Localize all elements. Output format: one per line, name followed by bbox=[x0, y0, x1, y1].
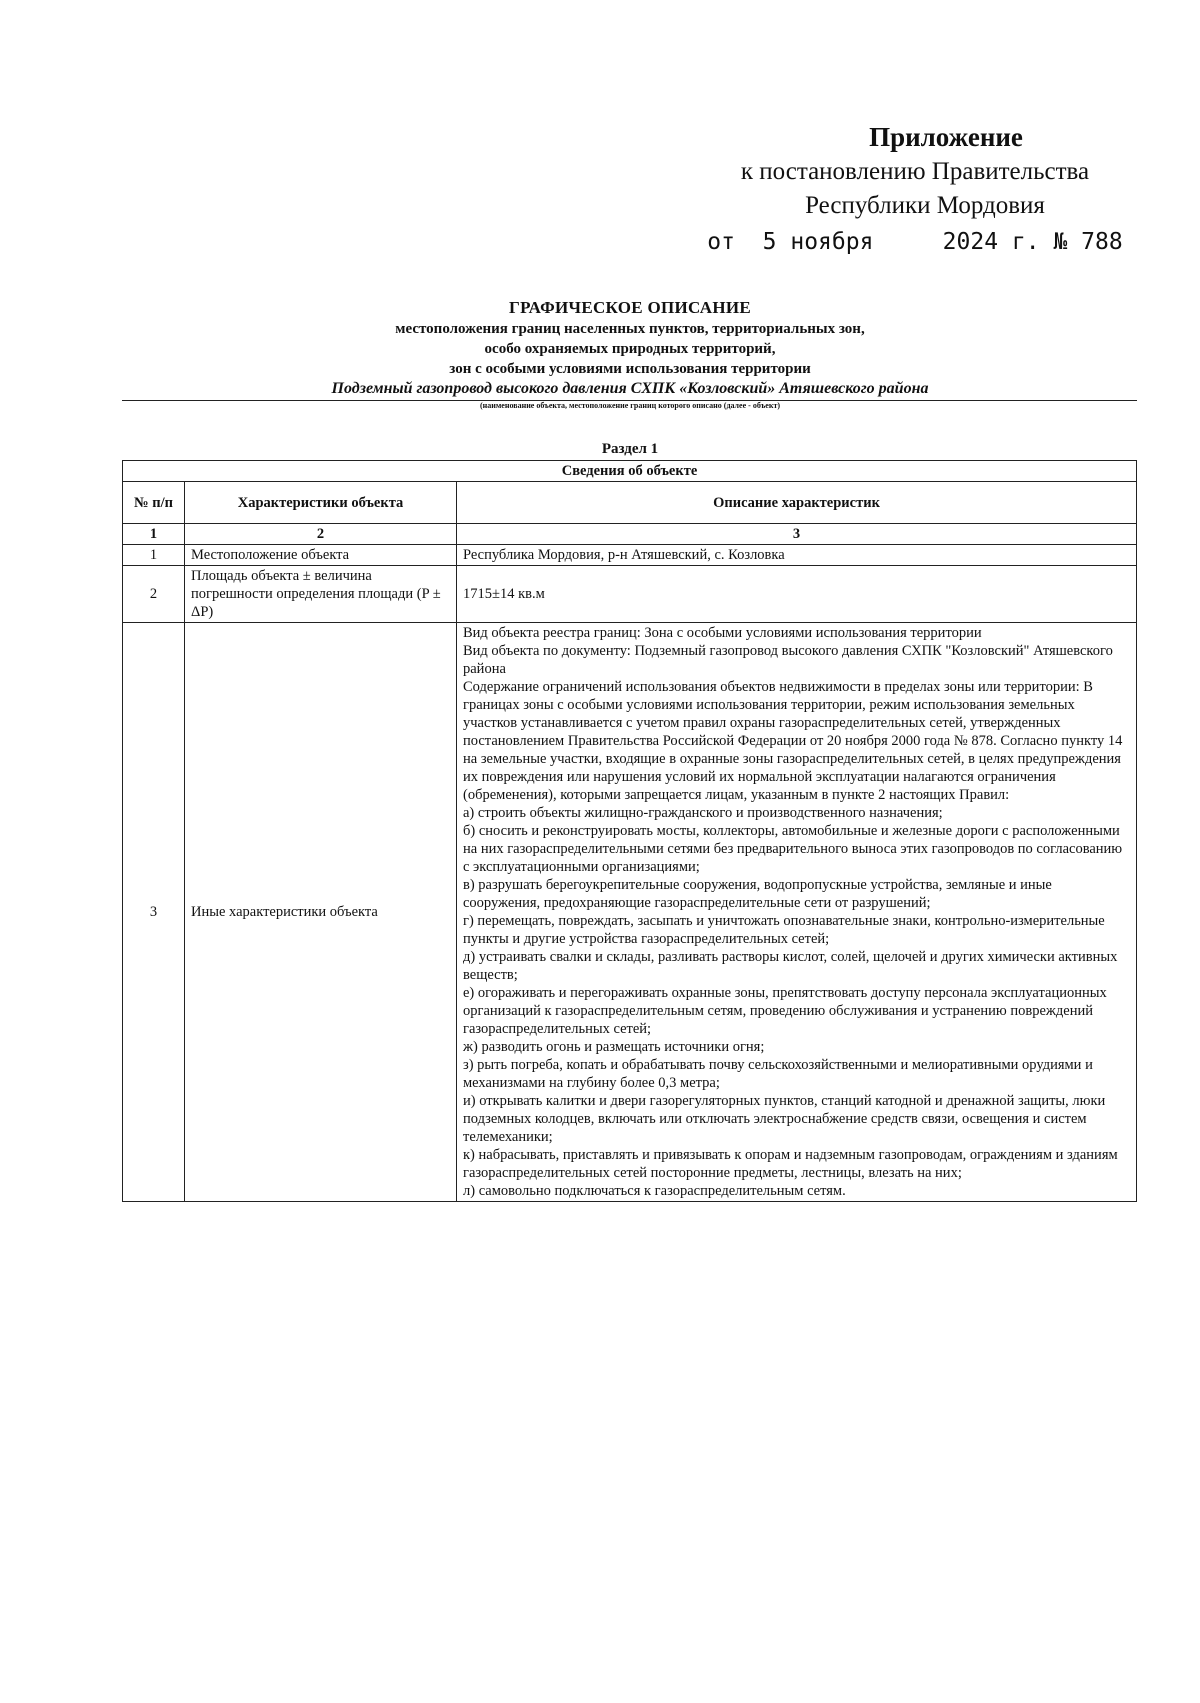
description-paragraph: Вид объекта по документу: Подземный газопровод высокого давления СХПК "Козловский" Атяшевского района bbox=[463, 643, 1113, 677]
header-number: № п/п bbox=[123, 482, 185, 524]
row-description: Республика Мордовия, р-н Атяшевский, с. Козловка bbox=[457, 545, 1137, 566]
restriction-item: д) устраивать свалки и склады, разливать растворы кислот, солей, щелочей и других химически активных веществ; bbox=[463, 949, 1118, 983]
document-title: ГРАФИЧЕСКОЕ ОПИСАНИЕ bbox=[508, 298, 752, 317]
row-characteristic: Местоположение объекта bbox=[185, 545, 457, 566]
subtitle-line-3: зон с особыми условиями использования территории bbox=[449, 361, 811, 377]
restriction-item: г) перемещать, повреждать, засыпать и уничтожать опознавательные знаки, контрольно-измерительные пункты и другие устройства газораспределительных сетей; bbox=[463, 913, 1105, 947]
row-characteristic: Иные характеристики объекта bbox=[185, 623, 457, 1202]
table-header-row bbox=[123, 482, 1137, 524]
appendix-date-line: от 5 ноября 2024 г. № 788 bbox=[707, 229, 1123, 255]
header-characteristic: Характеристики объекта bbox=[185, 482, 457, 524]
subtitle-line-1: местоположения границ населенных пунктов, территориальных зон, bbox=[395, 321, 865, 337]
restriction-item: а) строить объекты жилищно-гражданского и производственного назначения; bbox=[463, 805, 943, 821]
restriction-item: к) набрасывать, приставлять и привязывать к опорам и надземным газопроводам, ограждениям и зданиям газораспределительных сетей посторонние предметы, лестницы, влезать на них; bbox=[463, 1147, 1118, 1181]
table-row bbox=[123, 545, 1137, 566]
column-index-2: 2 bbox=[185, 524, 457, 545]
restriction-item: л) самовольно подключаться к газораспределительным сетям. bbox=[463, 1183, 846, 1199]
appendix-block bbox=[700, 122, 1130, 259]
row-characteristic: Площадь объекта ± величина погрешности определения площади (P ± ΔP) bbox=[185, 566, 457, 623]
document-heading bbox=[120, 297, 1140, 399]
appendix-line-1: к постановлению Правительства bbox=[740, 158, 1090, 185]
description-paragraph: Содержание ограничений использования объектов недвижимости в пределах зоны или территории: В границах зоны с особыми условиями использования территории, режим использования земельных участков устанавливается с учетом правил охраны газораспределительных сетей, утвержденных постановлением Правительства Российской Федерации от 20 ноября 2000 года № 878. Согласно пункту 14 на земельные участки, входящие в охранные зоны газораспределительных сетей, в целях предупреждения их повреждения или нарушения условий их нормальной эксплуатации налагаются ограничения (обременения), которыми запрещается лицам, указанным в пункте 2 настоящих Правил: bbox=[463, 679, 1123, 803]
row-number: 3 bbox=[123, 623, 185, 1202]
column-index-3: 3 bbox=[457, 524, 1137, 545]
table-caption-row bbox=[123, 461, 1137, 482]
row-description: 1715±14 кв.м bbox=[457, 566, 1137, 623]
restriction-item: и) открывать калитки и двери газорегуляторных пунктов, станций катодной и дренажной защиты, люки подземных колодцев, включать или отключать электроснабжение средств связи, освещения и систем телемеханики; bbox=[463, 1093, 1106, 1145]
column-index-row bbox=[123, 524, 1137, 545]
restriction-item: е) огораживать и перегораживать охранные зоны, препятствовать доступу персонала эксплуатационных организаций к газораспределительным сетям, проведению обслуживания и устранению повреждений газораспределительных сетей; bbox=[463, 985, 1107, 1037]
restriction-item: б) сносить и реконструировать мосты, коллекторы, автомобильные и железные дороги с расположенными на них газораспределительными сетями без предварительного выноса этих газопроводов по согласованию с эксплуатационными организациями; bbox=[463, 823, 1123, 875]
table-row bbox=[123, 566, 1137, 623]
appendix-title: Приложение bbox=[869, 122, 1023, 152]
column-index-1: 1 bbox=[123, 524, 185, 545]
section-title: Раздел 1 bbox=[601, 441, 659, 457]
restriction-item: з) рыть погреба, копать и обрабатывать почву сельскохозяйственными и мелиоративными орудиями и механизмами на глубину более 0,3 метра; bbox=[463, 1057, 1093, 1091]
subtitle-line-2: особо охраняемых природных территорий, bbox=[484, 341, 776, 357]
object-name-note: (наименование объекта, местоположение границ которого описано (далее - объект) bbox=[479, 401, 781, 410]
header-description: Описание характеристик bbox=[457, 482, 1137, 524]
appendix-line-2: Республики Мордовия bbox=[805, 192, 1045, 219]
row-description bbox=[457, 623, 1137, 1202]
restriction-item: в) разрушать берегоукрепительные сооружения, водопропускные устройства, земляные и иные сооружения, предохраняющие газораспределительные сети от разрушений; bbox=[463, 877, 1052, 911]
row-number: 2 bbox=[123, 566, 185, 623]
object-name: Подземный газопровод высокого давления СХПК «Козловский» Атяшевского района bbox=[331, 380, 929, 397]
table-caption: Сведения об объекте bbox=[123, 461, 1137, 482]
description-paragraph: Вид объекта реестра границ: Зона с особыми условиями использования территории bbox=[463, 625, 982, 641]
row-number: 1 bbox=[123, 545, 185, 566]
object-info-table bbox=[122, 460, 1137, 1202]
restriction-item: ж) разводить огонь и размещать источники огня; bbox=[463, 1039, 765, 1055]
table-row bbox=[123, 623, 1137, 1202]
